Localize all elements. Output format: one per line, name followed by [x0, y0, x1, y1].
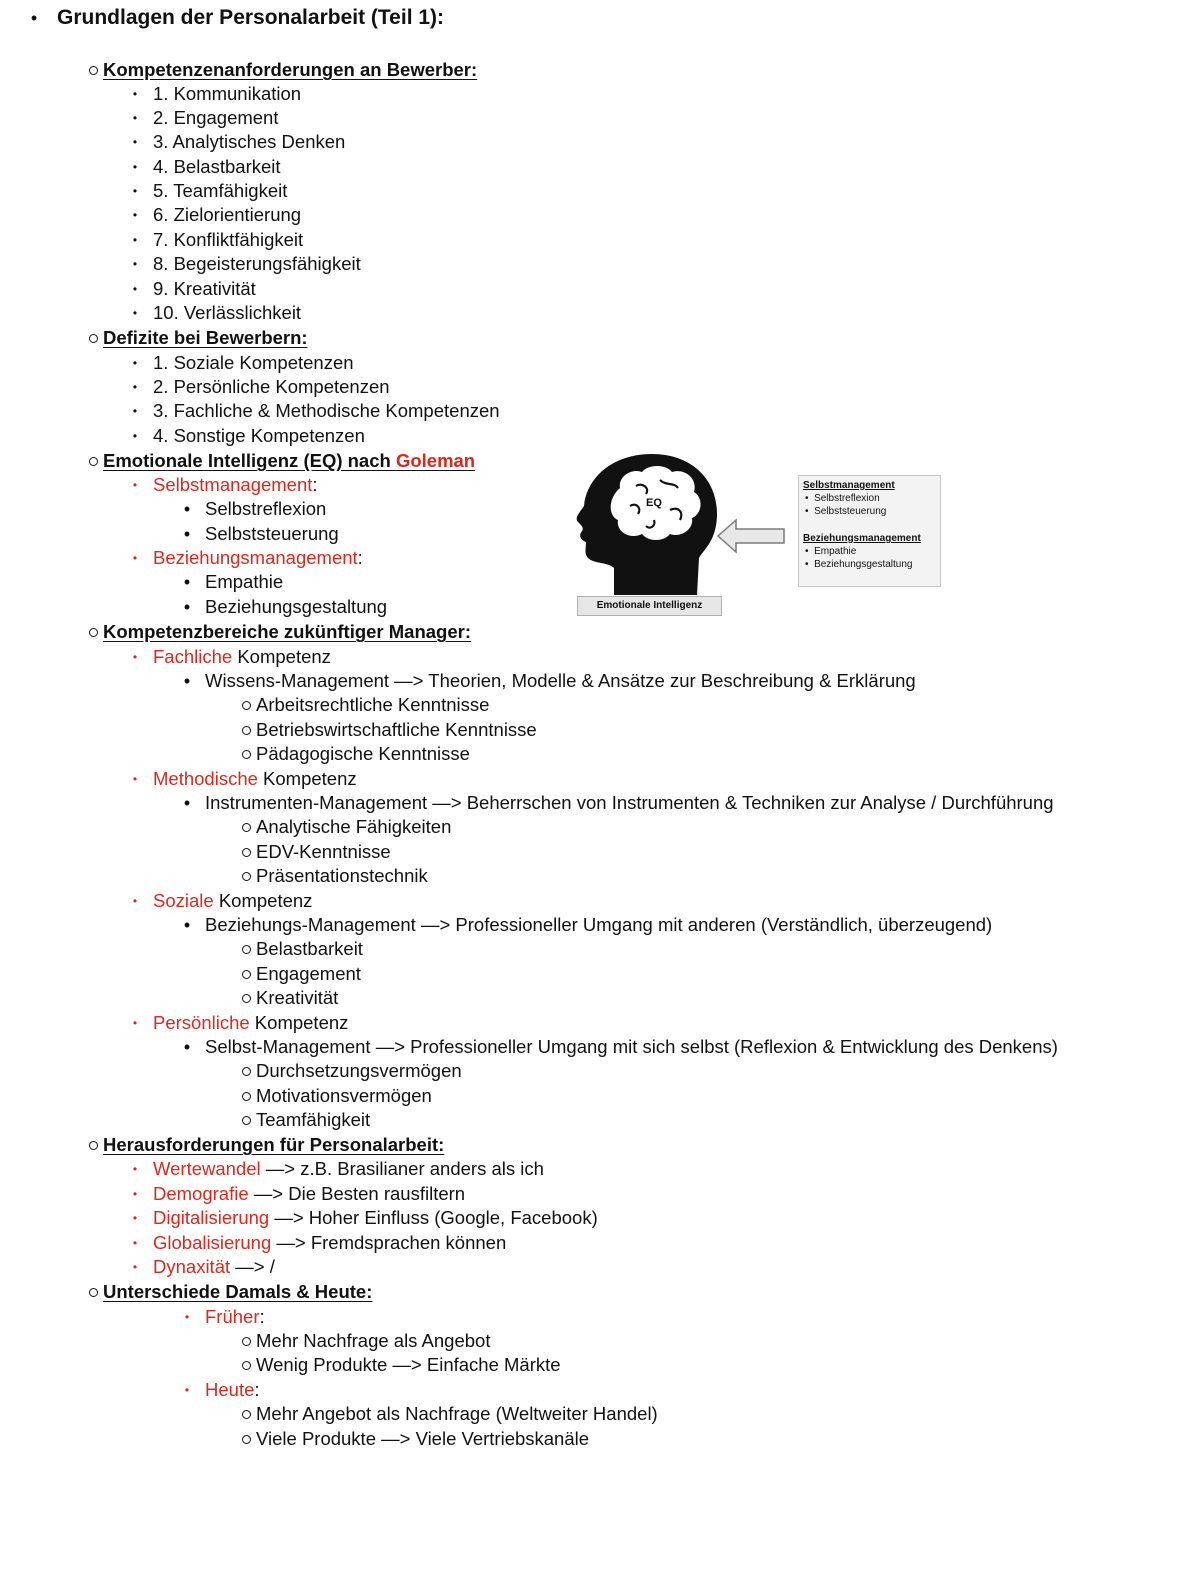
legend-item: • Beziehungsgestaltung [805, 559, 913, 570]
figure-caption: Emotionale Intelligenz [577, 596, 722, 616]
head-brain-icon [570, 450, 800, 600]
section-heading: Herausforderungen für Personalarbeit: [103, 1134, 445, 1155]
section-heading: Emotionale Intelligenz (EQ) nach Goleman [103, 450, 476, 471]
arrow-left-icon [718, 520, 784, 552]
section-heading: Unterschiede Damals & Heute: [103, 1281, 373, 1302]
section-heading: Defizite bei Bewerbern: [103, 327, 308, 348]
legend-item: • Empathie [805, 546, 857, 557]
bullet: • [30, 8, 38, 28]
document-title: Grundlagen der Personalarbeit (Teil 1): [57, 6, 445, 29]
legend-heading: Selbstmanagement [803, 480, 895, 491]
section-heading: Kompetenzenanforderungen an Bewerber: [103, 59, 478, 80]
section-heading: Kompetenzbereiche zukünftiger Manager: [103, 621, 472, 642]
eq-figure [570, 450, 950, 620]
legend-item: • Selbststeuerung [805, 506, 887, 517]
legend-heading: Beziehungsmanagement [803, 533, 921, 544]
legend-item: • Selbstreflexion [805, 493, 880, 504]
figure-legend-box [798, 475, 941, 587]
eq-head-label: EQ [646, 497, 662, 509]
